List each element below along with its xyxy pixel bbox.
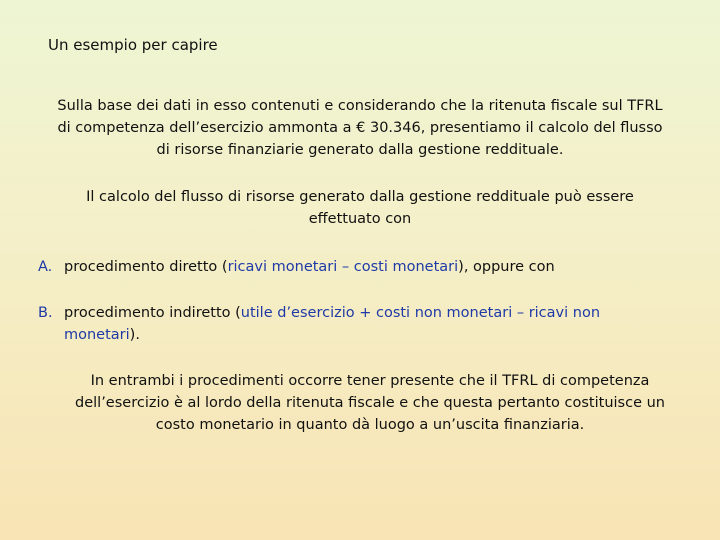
option-b-line-1 — [38, 302, 638, 324]
option-a-text-end: ), oppure con — [458, 259, 555, 275]
option-a — [38, 256, 638, 278]
calc-paragraph — [40, 186, 680, 230]
slide-title: Un esempio per capire — [48, 36, 218, 54]
option-b-marker: B. — [38, 305, 53, 321]
option-b-text-end: ). — [129, 327, 140, 343]
intro-line-2: di competenza dell’esercizio ammonta a € 30.346, presentiamo il calcolo del flusso — [57, 120, 663, 136]
note-line-1: In entrambi i procedimenti occorre tener presente che il TFRL di competenza — [90, 373, 650, 389]
option-b-formula: utile d’esercizio + costi non monetari – ricavi non — [240, 305, 601, 321]
calc-line-2: effettuato con — [308, 211, 412, 227]
intro-line-1: Sulla base dei dati in esso contenuti e considerando che la ritenuta fiscale sul TFRL — [57, 98, 663, 114]
option-b — [38, 302, 638, 346]
option-a-formula: ricavi monetari – costi monetari — [227, 259, 459, 275]
option-b-line-2 — [38, 324, 638, 346]
intro-paragraph — [30, 95, 690, 161]
note-line-3: costo monetario in quanto dà luogo a un’uscita finanziaria. — [155, 417, 585, 433]
calc-line-1: Il calcolo del flusso di risorse generato dalla gestione reddituale può essere — [86, 189, 634, 205]
option-b-formula-end: monetari — [64, 327, 130, 343]
option-a-text: procedimento diretto ( — [64, 259, 228, 275]
option-a-marker: A. — [38, 259, 53, 275]
intro-line-3: di risorse finanziarie generato dalla gestione reddituale. — [156, 142, 564, 158]
note-paragraph — [40, 370, 700, 436]
option-b-text: procedimento indiretto ( — [64, 305, 241, 321]
note-line-2: dell’esercizio è al lordo della ritenuta fiscale e che questa pertanto costituisce un — [75, 395, 665, 411]
